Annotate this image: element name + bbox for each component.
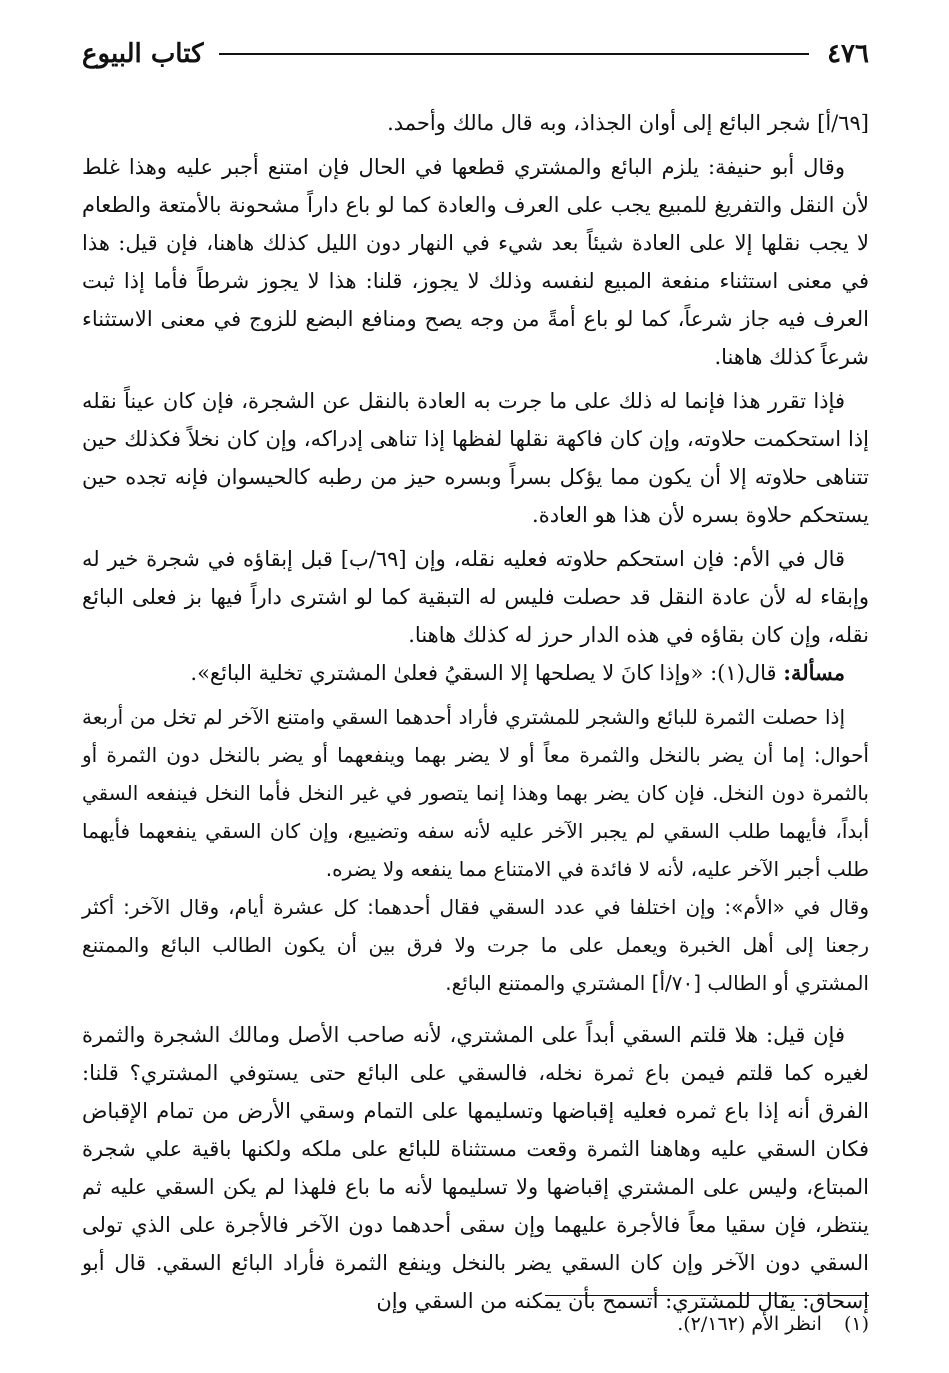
footnote (677, 1310, 869, 1338)
paragraph-4: قال في الأم: فإن استحكم حلاوته فعليه نقله، وإن [٦٩/ب] قبل إبقاؤه في شجرة خير له وإبقاء له لأن عادة النقل قد حصلت فليس له التبقية كما لو اشترى داراً فيها بز فعلى البائع نقله، وإن كان بقاؤه في هذه الدار حرز له كذلك هاهنا. (82, 547, 869, 647)
paragraph-6: وقال في «الأم»: وإن اختلفا في عدد السقي فقال أحدهما: كل عشرة أيام، وقال الآخر: أكثر رجعنا إلى أهل الخبرة ويعمل على ما جرت ولا فرق بين أن يكون الطالب البائع والممتنع المشتري أو الطالب [٧٠/أ] المشتري والممتنع البائع. (82, 895, 869, 995)
footnote-text: انظر الأم (٢/١٦٢). (677, 1313, 822, 1335)
paragraph-2: وقال أبو حنيفة: يلزم البائع والمشتري قطعها في الحال فإن امتنع أجبر عليه وهذا غلط لأن النقل والتفريغ للمبيع يجب على العرف والعادة كما لو باع داراً مشحونة بالأمتعة والطعام لا يجب نقلها إلا على العادة شيئاً بعد شيء في النهار دون الليل كذلك هاهنا، فإن قيل: هذا في معنى استثناء منفعة المبيع لنفسه وذلك لا يجوز، قلنا: هذا لا يجوز شرطاً فأما إذا ثبت العرف فيه جاز شرعاً، كما لو باع أمةً من وجه يصح ومنافع البضع للزوج في معنى الاستثناء شرعاً كذلك هاهنا. (82, 155, 869, 369)
book-title: كتاب البيوع (82, 39, 204, 69)
paragraph-5: إذا حصلت الثمرة للبائع والشجر للمشتري فأراد أحدهما السقي وامتنع الآخر لم تخل من أربعة أحوال: إما أن يضر بالنخل والثمرة معاً أو لا يضر بهما وينفعهما أو يضر بالنخل دون الثمرة أو بالثمرة دون النخل. فإن كان يضر بهما وهذا إنما يتصور في غير النخل فأما النخل فينفعه السقي أبداً، فأيهما طلب السقي لم يجبر الآخر عليه لأنه سفه وتضييع، وإن كان السقي ينفعهما فأيهما طلب أجبر الآخر عليه، لأنه لا فائدة في الامتناع مما ينفعه ولا يضره. (82, 705, 869, 881)
footnote-rule (545, 1295, 869, 1296)
masala-text: قال(١): «وإذا كانَ لا يصلحها إلا السقيُ فعلىٰ المشتري تخلية البائع». (190, 661, 777, 685)
masala-label: مسألة: (783, 660, 845, 685)
paragraph-3: فإذا تقرر هذا فإنما له ذلك على ما جرت به العادة بالنقل عن الشجرة، فإن كان عيناً نقله إذا استحكمت حلاوته، وإن كان فاكهة نقلها لفظها إذا تناهى إدراكه، وإن كان نخلاً فكذلك حين تتناهى حلاوته إلا أن يكون مما يؤكل بسراً وبسره حيز من رطبه كالحيسوان فإنه تجده حين يستحكم حلاوة بسره لأن هذا هو العادة. (82, 389, 869, 527)
footnote-number: (١) (843, 1313, 869, 1335)
page-number: ٤٧٦ (827, 39, 869, 69)
paragraph-7: فإن قيل: هلا قلتم السقي أبداً على المشتري، لأنه صاحب الأصل ومالك الشجرة والثمرة لغيره كما قلتم فيمن باع ثمرة نخله، فالسقي على البائع حتى يستوفي المشتري؟ قلنا: الفرق أنه إذا باع ثمره فعليه إقباضها وتسليمها على التمام وسقي الأرض من تمام الإقباض فكان السقي عليه وهاهنا الثمرة وقعت مستثناة للبائع على ملكه ولكنها باقية علي شجرة المبتاع، وليس على المشتري إقباضها ولا تسليمها لأنه ما باع فلهذا لم يكن السقي عليه ثم ينتظر، فإن سقيا معاً فالأجرة عليهما وإن سقى أحدهما دون الآخر فالأجرة على الذي تولى السقي دون الآخر وإن كان السقي يضر بالنخل وينفع الثمرة فأراد البائع السقي. قال أبو إسحاق: يقال للمشتري: أتسمح بأن يمكنه من السقي وإن (82, 1023, 869, 1313)
masala-line (82, 654, 869, 692)
header-rule (219, 53, 809, 55)
paragraph-1: [٦٩/أ] شجر البائع إلى أوان الجذاذ، وبه قال مالك وأحمد. (387, 111, 869, 135)
page-header (82, 32, 869, 76)
